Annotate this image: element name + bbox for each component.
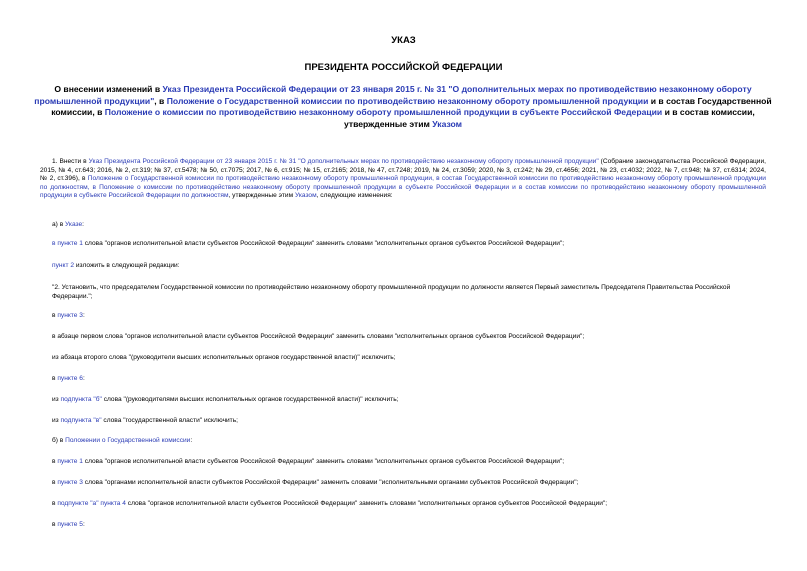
item-text: : (82, 312, 85, 319)
link-b-punkt-3[interactable]: пункте 3 (57, 479, 83, 486)
item-text: изложить в следующей редакции: (74, 262, 180, 269)
title-link-polozhenie-komissii-subekta[interactable]: Положение о комиссии по противодействию незаконному обороту промышленной продукции в субъекте Российской Федерации (104, 107, 663, 117)
issuer-heading: ПРЕЗИДЕНТА РОССИЙСКОЙ ФЕДЕРАЦИИ (304, 62, 503, 73)
item-b-p3 (52, 479, 772, 488)
link-b-punkt-1[interactable]: пункте 1 (57, 458, 83, 465)
item-text: в (52, 500, 58, 507)
link-ukazom[interactable]: Указом (294, 192, 317, 200)
quote-paragraph: "2. Установить, что председателем Государственной комиссии по противодействию незаконному обороту промышленной продукции по должности является Первый заместитель Председателя Правительства Российской Федерации."; (52, 284, 731, 300)
link-b-punkt-5[interactable]: пункте 5 (57, 521, 83, 528)
link-punkt-3[interactable]: пункте 3 (57, 312, 83, 319)
paragraph-text: , утвержденные этим (228, 192, 295, 200)
item-text: в (52, 312, 58, 319)
item-text: : (82, 521, 85, 528)
title-link-polozhenie-goskomissii[interactable]: Положение о Государственной комиссии по противодействию незаконному обороту промышленной продукции (166, 95, 649, 106)
link-podpunkt-v[interactable]: подпункта "в" (60, 417, 102, 424)
item-text: в (52, 458, 58, 465)
item-text: слова "органов исполнительной власти субъектов Российской Федерации" заменить словами "исполнительных органов субъектов Российской Федерации"; (82, 458, 565, 465)
item-text: б) в (52, 437, 66, 444)
paragraph-1 (40, 158, 766, 201)
item-a-p6-v (52, 417, 772, 426)
item-text: слова "органов исполнительной власти субъектов Российской Федерации" заменить словами "исполнительных органов субъектов Российской Федерации"; (82, 240, 565, 247)
paragraph-text: , следующие изменения: (316, 192, 393, 200)
doc-type-heading: УКАЗ (391, 35, 416, 46)
link-ukaze[interactable]: Указе (65, 221, 83, 228)
document-title (28, 84, 778, 130)
item-b-p5 (52, 521, 772, 530)
item-a-p6 (52, 375, 772, 384)
title-link-ukazom[interactable]: Указом (432, 118, 463, 129)
title-link-ukaz[interactable]: Указ Президента Российской Федерации от 23 января 2015 г. № 31 "О дополнительных мерах по противодействию незаконному обороту промышленной продукции" (34, 84, 752, 106)
item-a-p1 (52, 240, 772, 249)
link-punkt-6[interactable]: пункте 6 (57, 375, 83, 382)
title-text: , в (154, 95, 167, 106)
item-text: слова "(руководителями высших исполнительных органов государственной власти)" исключить; (101, 396, 399, 403)
title-text: О внесении изменений в (54, 84, 163, 94)
title-text: и в состав Государственной комиссии, в (51, 95, 772, 117)
item-text: слова "органов исполнительной власти субъектов Российской Федерации" заменить словами "исполнительных органов субъектов Российской Федерации"; (125, 500, 608, 507)
item-a-p6-b (52, 396, 772, 405)
item-a-p3-abzac2: из абзаца второго слова "(руководители высших исполнительных органов государственной власти)" исключить; (52, 354, 396, 361)
item-a-p2 (52, 262, 772, 271)
link-ukaz[interactable]: Указ Президента Российской Федерации от 23 января 2015 г. № 31 "О дополнительных мерах по противодействию незаконному обороту промышленной продукции" (88, 158, 599, 165)
link-polozhenie-goskomissii[interactable]: Положении о Государственной комиссии (65, 437, 191, 444)
item-text: а) в (52, 221, 66, 228)
item-text: в (52, 521, 58, 528)
item-text: : (190, 437, 193, 444)
item-a-p3-abzac1: в абзаце первом слова "органов исполнительной власти субъектов Российской Федерации" заменить словами "исполнительных органов субъектов Российской Федерации"; (52, 333, 585, 340)
paragraph-text: (Собрание законодательства Российской Федерации, 2015, № 4, ст.643; 2016, № 2, ст.319; № 37, ст.5478; № 50, ст.7075; 2017, № 6, ст.915; № 15, ст.2165; 2018, № 47, ст.7248; 2019, № 24, ст.3059; 2020, № 3, ст.242; № 29, ст.4656; 2021, № 23, ст.4032; 2022, № 7, ст.948; № 37, ст.6314; 2024, № 2, ст.396), в (40, 158, 766, 183)
paragraph-text: 1. Внести в (52, 158, 89, 165)
item-b-p4a (52, 500, 772, 509)
link-punkt-2[interactable]: пункт 2 (52, 262, 74, 269)
item-text: в (52, 479, 58, 486)
link-polozhenie-and-sostav[interactable]: Положение о Государственной комиссии по противодействию незаконному обороту промышленной продукции, в состав Государственной комиссии по противодействию незаконному обороту промышленной продукции по должностям, в Положение о комиссии по противодействию незаконному обороту промышленной продукции в субъекте Российской Федерации и в состав комиссии по противодействию незаконному обороту промышленной продукции в субъекте Российской Федерации по должностям (40, 175, 766, 200)
item-b (52, 437, 772, 446)
item-text: из (52, 417, 61, 424)
item-text: из (52, 396, 61, 403)
item-text: : (82, 221, 85, 228)
link-b-podpunkt-a-punkt-4[interactable]: подпункте "а" пункта 4 (57, 500, 126, 507)
item-a-p3 (52, 312, 772, 321)
item-text: в (52, 375, 58, 382)
item-b-p1 (52, 458, 772, 467)
item-a (52, 221, 772, 230)
item-text: слова "органами исполнительной власти субъектов Российской Федерации" заменить словами "исполнительными органами субъектов Российской Федерации"; (82, 479, 579, 486)
item-text: : (82, 375, 85, 382)
link-punkt-1[interactable]: в пункте 1 (52, 240, 83, 247)
link-podpunkt-b[interactable]: подпункта "б" (60, 396, 102, 403)
item-text: слова "государственной власти" исключить; (101, 417, 238, 424)
title-text: и в состав комиссии, утвержденные этим (343, 107, 755, 129)
